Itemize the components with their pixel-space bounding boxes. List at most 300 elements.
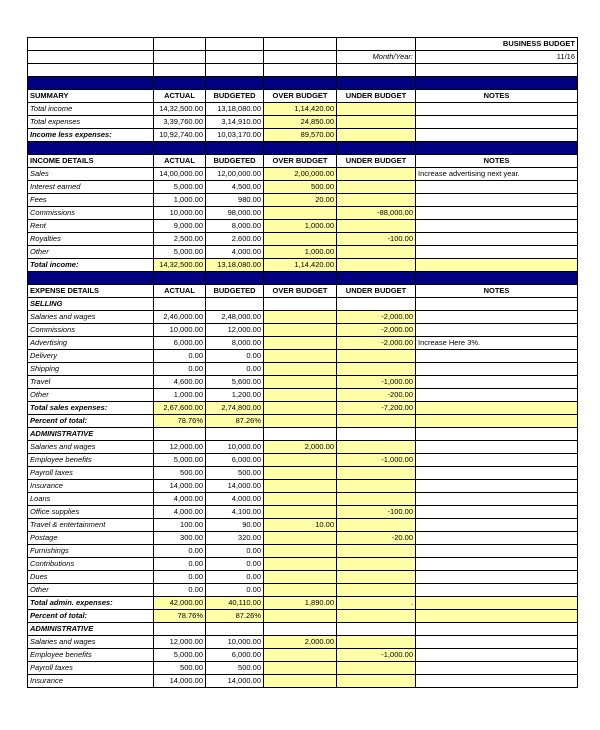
row-label[interactable]: Travel	[28, 376, 154, 389]
document-title[interactable]: BUSINESS BUDGET	[416, 38, 578, 51]
row-label[interactable]: Interest earned	[28, 181, 154, 194]
row-label[interactable]: Payroll taxes	[28, 467, 154, 480]
empty-cell[interactable]	[264, 415, 337, 428]
empty-cell[interactable]	[337, 415, 416, 428]
empty-cell[interactable]	[416, 623, 578, 636]
note-cell[interactable]	[416, 480, 578, 493]
column-header-under-budget[interactable]: UNDER BUDGET	[337, 90, 416, 103]
column-header-budgeted[interactable]: BUDGETED	[206, 285, 264, 298]
row-label[interactable]: Fees	[28, 194, 154, 207]
under-budget-value[interactable]	[337, 363, 416, 376]
note-cell[interactable]	[416, 402, 578, 415]
actual-value[interactable]: 300.00	[154, 532, 206, 545]
over-budget-value[interactable]	[264, 363, 337, 376]
band-cell[interactable]	[206, 77, 264, 90]
section-label[interactable]: EXPENSE DETAILS	[28, 285, 154, 298]
under-budget-value[interactable]	[337, 129, 416, 142]
row-label[interactable]: Office supplies	[28, 506, 154, 519]
band-cell[interactable]	[28, 272, 154, 285]
empty-cell[interactable]	[337, 64, 416, 77]
actual-percent[interactable]: 78.76%	[154, 610, 206, 623]
month-year-label[interactable]: Month/Year:	[337, 51, 416, 64]
empty-cell[interactable]	[206, 51, 264, 64]
row-label[interactable]: Percent of total:	[28, 415, 154, 428]
under-budget-value[interactable]	[337, 194, 416, 207]
budgeted-value[interactable]: 0.00	[206, 350, 264, 363]
over-budget-value[interactable]: 1,000.00	[264, 220, 337, 233]
empty-cell[interactable]	[206, 64, 264, 77]
row-label[interactable]: Salaries and wages	[28, 441, 154, 454]
note-cell[interactable]	[416, 532, 578, 545]
budgeted-value[interactable]: 0.00	[206, 363, 264, 376]
under-budget-value[interactable]	[337, 168, 416, 181]
note-cell[interactable]	[416, 233, 578, 246]
budgeted-value[interactable]: 13,18,080.00	[206, 259, 264, 272]
subsection-label[interactable]: ADMINISTRATIVE	[28, 428, 154, 441]
empty-cell[interactable]	[206, 428, 264, 441]
row-label[interactable]: Travel & entertainment	[28, 519, 154, 532]
over-budget-value[interactable]: 89,570.00	[264, 129, 337, 142]
actual-value[interactable]: 10,000.00	[154, 324, 206, 337]
note-cell[interactable]	[416, 389, 578, 402]
budgeted-value[interactable]: 3,14,910.00	[206, 116, 264, 129]
under-budget-value[interactable]	[337, 571, 416, 584]
budgeted-value[interactable]: 8,000.00	[206, 220, 264, 233]
actual-value[interactable]: 0.00	[154, 584, 206, 597]
note-cell[interactable]	[416, 324, 578, 337]
band-cell[interactable]	[337, 272, 416, 285]
note-cell[interactable]	[416, 207, 578, 220]
under-budget-value[interactable]: -7,200.00	[337, 402, 416, 415]
under-budget-value[interactable]: -100.00	[337, 506, 416, 519]
row-label[interactable]: Percent of total:	[28, 610, 154, 623]
column-header-notes[interactable]: NOTES	[416, 155, 578, 168]
under-budget-value[interactable]: -2,000.00	[337, 337, 416, 350]
row-label[interactable]: Salaries and wages	[28, 311, 154, 324]
empty-cell[interactable]	[154, 51, 206, 64]
row-label[interactable]: Other	[28, 389, 154, 402]
actual-value[interactable]: 500.00	[154, 467, 206, 480]
column-header-budgeted[interactable]: BUDGETED	[206, 155, 264, 168]
row-label[interactable]: Advertising	[28, 337, 154, 350]
under-budget-value[interactable]	[337, 545, 416, 558]
actual-value[interactable]: 14,000.00	[154, 480, 206, 493]
empty-cell[interactable]	[206, 623, 264, 636]
budgeted-value[interactable]: 4,000.00	[206, 246, 264, 259]
column-header-under-budget[interactable]: UNDER BUDGET	[337, 285, 416, 298]
section-label[interactable]: INCOME DETAILS	[28, 155, 154, 168]
row-label[interactable]: Employee benefits	[28, 454, 154, 467]
under-budget-value[interactable]: -100.00	[337, 233, 416, 246]
actual-value[interactable]: 1,000.00	[154, 194, 206, 207]
row-label[interactable]: Loans	[28, 493, 154, 506]
budgeted-value[interactable]: 0.00	[206, 558, 264, 571]
under-budget-value[interactable]	[337, 220, 416, 233]
note-cell[interactable]	[416, 636, 578, 649]
empty-cell[interactable]	[416, 298, 578, 311]
row-label[interactable]: Delivery	[28, 350, 154, 363]
note-cell[interactable]	[416, 454, 578, 467]
under-budget-value[interactable]	[337, 259, 416, 272]
column-header-under-budget[interactable]: UNDER BUDGET	[337, 155, 416, 168]
budgeted-percent[interactable]: 87.26%	[206, 415, 264, 428]
actual-value[interactable]: 2,67,600.00	[154, 402, 206, 415]
actual-value[interactable]: 14,000.00	[154, 675, 206, 688]
budgeted-value[interactable]: 500.00	[206, 662, 264, 675]
budgeted-value[interactable]: 12,000.00	[206, 324, 264, 337]
column-header-notes[interactable]: NOTES	[416, 285, 578, 298]
budgeted-value[interactable]: 10,03,170.00	[206, 129, 264, 142]
budgeted-value[interactable]: 10,000.00	[206, 441, 264, 454]
budgeted-value[interactable]: 10,000.00	[206, 636, 264, 649]
band-cell[interactable]	[206, 142, 264, 155]
over-budget-value[interactable]	[264, 402, 337, 415]
over-budget-value[interactable]	[264, 376, 337, 389]
actual-value[interactable]: 100.00	[154, 519, 206, 532]
empty-cell[interactable]	[264, 610, 337, 623]
row-label[interactable]: Other	[28, 584, 154, 597]
budgeted-value[interactable]: 4,100.00	[206, 506, 264, 519]
empty-cell[interactable]	[154, 428, 206, 441]
over-budget-value[interactable]	[264, 493, 337, 506]
actual-value[interactable]: 6,000.00	[154, 337, 206, 350]
actual-value[interactable]: 0.00	[154, 558, 206, 571]
actual-value[interactable]: 14,32,500.00	[154, 103, 206, 116]
under-budget-value[interactable]: -2,000.00	[337, 324, 416, 337]
row-label[interactable]: Dues	[28, 571, 154, 584]
column-header-actual[interactable]: ACTUAL	[154, 90, 206, 103]
row-label[interactable]: Commissions	[28, 207, 154, 220]
subsection-label[interactable]: ADMINISTRATIVE	[28, 623, 154, 636]
column-header-over-budget[interactable]: OVER BUDGET	[264, 90, 337, 103]
note-cell[interactable]	[416, 376, 578, 389]
empty-cell[interactable]	[264, 298, 337, 311]
row-label[interactable]: Royalties	[28, 233, 154, 246]
note-cell[interactable]	[416, 129, 578, 142]
over-budget-value[interactable]	[264, 207, 337, 220]
empty-cell[interactable]	[28, 38, 154, 51]
note-cell[interactable]	[416, 363, 578, 376]
under-budget-value[interactable]	[337, 558, 416, 571]
under-budget-value[interactable]	[337, 467, 416, 480]
empty-cell[interactable]	[206, 38, 264, 51]
under-budget-value[interactable]	[337, 636, 416, 649]
over-budget-value[interactable]	[264, 337, 337, 350]
actual-value[interactable]: 12,000.00	[154, 636, 206, 649]
over-budget-value[interactable]	[264, 506, 337, 519]
actual-value[interactable]: 42,000.00	[154, 597, 206, 610]
band-cell[interactable]	[154, 142, 206, 155]
row-label[interactable]: Income less expenses:	[28, 129, 154, 142]
over-budget-value[interactable]	[264, 233, 337, 246]
band-cell[interactable]	[416, 272, 578, 285]
under-budget-value[interactable]	[337, 441, 416, 454]
budgeted-percent[interactable]: 87.26%	[206, 610, 264, 623]
band-cell[interactable]	[264, 272, 337, 285]
note-cell[interactable]	[416, 259, 578, 272]
under-budget-value[interactable]: -200.00	[337, 389, 416, 402]
actual-value[interactable]: 12,000.00	[154, 441, 206, 454]
budgeted-value[interactable]: 12,00,000.00	[206, 168, 264, 181]
column-header-over-budget[interactable]: OVER BUDGET	[264, 285, 337, 298]
actual-value[interactable]: 10,000.00	[154, 207, 206, 220]
note-cell[interactable]	[416, 246, 578, 259]
column-header-notes[interactable]: NOTES	[416, 90, 578, 103]
budgeted-value[interactable]: 5,600.00	[206, 376, 264, 389]
band-cell[interactable]	[28, 77, 154, 90]
empty-cell[interactable]	[154, 64, 206, 77]
budgeted-value[interactable]: 90.00	[206, 519, 264, 532]
column-header-actual[interactable]: ACTUAL	[154, 285, 206, 298]
empty-cell[interactable]	[416, 610, 578, 623]
over-budget-value[interactable]	[264, 649, 337, 662]
note-cell[interactable]	[416, 519, 578, 532]
column-header-actual[interactable]: ACTUAL	[154, 155, 206, 168]
empty-cell[interactable]	[28, 51, 154, 64]
under-budget-value[interactable]	[337, 246, 416, 259]
empty-cell[interactable]	[337, 623, 416, 636]
empty-cell[interactable]	[264, 64, 337, 77]
row-label[interactable]: Salaries and wages	[28, 636, 154, 649]
row-label[interactable]: Shipping	[28, 363, 154, 376]
row-label[interactable]: Furnishings	[28, 545, 154, 558]
over-budget-value[interactable]: 24,850.00	[264, 116, 337, 129]
budgeted-value[interactable]: 4,500.00	[206, 181, 264, 194]
budgeted-value[interactable]: 0.00	[206, 571, 264, 584]
over-budget-value[interactable]: 2,00,000.00	[264, 168, 337, 181]
budgeted-value[interactable]: 40,110.00	[206, 597, 264, 610]
budgeted-value[interactable]: 980.00	[206, 194, 264, 207]
over-budget-value[interactable]	[264, 324, 337, 337]
budgeted-value[interactable]: 14,000.00	[206, 675, 264, 688]
budgeted-value[interactable]: 2,600.00	[206, 233, 264, 246]
empty-cell[interactable]	[264, 428, 337, 441]
actual-value[interactable]: 0.00	[154, 545, 206, 558]
under-budget-value[interactable]: -1,000.00	[337, 454, 416, 467]
under-budget-value[interactable]: -2,000.00	[337, 311, 416, 324]
row-label[interactable]: Postage	[28, 532, 154, 545]
budgeted-value[interactable]: 6,000.00	[206, 649, 264, 662]
budgeted-value[interactable]: 98,000.00	[206, 207, 264, 220]
note-cell[interactable]	[416, 467, 578, 480]
note-cell[interactable]	[416, 545, 578, 558]
over-budget-value[interactable]	[264, 545, 337, 558]
actual-value[interactable]: 9,000.00	[154, 220, 206, 233]
over-budget-value[interactable]	[264, 480, 337, 493]
budgeted-value[interactable]: 0.00	[206, 584, 264, 597]
empty-cell[interactable]	[154, 623, 206, 636]
row-label[interactable]: Total income	[28, 103, 154, 116]
row-label[interactable]: Total sales expenses:	[28, 402, 154, 415]
row-label[interactable]: Employee benefits	[28, 649, 154, 662]
band-cell[interactable]	[416, 142, 578, 155]
under-budget-value[interactable]: -1,000.00	[337, 649, 416, 662]
empty-cell[interactable]	[264, 623, 337, 636]
actual-value[interactable]: 14,00,000.00	[154, 168, 206, 181]
empty-cell[interactable]	[264, 51, 337, 64]
note-cell[interactable]	[416, 571, 578, 584]
band-cell[interactable]	[206, 272, 264, 285]
actual-value[interactable]: 14,32,500.00	[154, 259, 206, 272]
actual-value[interactable]: 4,600.00	[154, 376, 206, 389]
under-budget-value[interactable]	[337, 519, 416, 532]
note-cell[interactable]	[416, 662, 578, 675]
budgeted-value[interactable]: 4,000.00	[206, 493, 264, 506]
budgeted-value[interactable]: 320.00	[206, 532, 264, 545]
empty-cell[interactable]	[264, 38, 337, 51]
over-budget-value[interactable]: 10.00	[264, 519, 337, 532]
note-cell[interactable]	[416, 558, 578, 571]
row-label[interactable]: Sales	[28, 168, 154, 181]
over-budget-value[interactable]: 2,000.00	[264, 441, 337, 454]
over-budget-value[interactable]	[264, 467, 337, 480]
empty-cell[interactable]	[337, 298, 416, 311]
band-cell[interactable]	[337, 142, 416, 155]
under-budget-value[interactable]	[337, 116, 416, 129]
note-cell[interactable]	[416, 103, 578, 116]
actual-value[interactable]: 4,000.00	[154, 506, 206, 519]
actual-value[interactable]: 2,500.00	[154, 233, 206, 246]
band-cell[interactable]	[154, 272, 206, 285]
over-budget-value[interactable]: 20.00	[264, 194, 337, 207]
empty-cell[interactable]	[154, 38, 206, 51]
over-budget-value[interactable]	[264, 558, 337, 571]
row-label[interactable]: Contributions	[28, 558, 154, 571]
actual-value[interactable]: 4,000.00	[154, 493, 206, 506]
under-budget-value[interactable]	[337, 662, 416, 675]
budgeted-value[interactable]: 6,000.00	[206, 454, 264, 467]
band-cell[interactable]	[154, 77, 206, 90]
actual-value[interactable]: 500.00	[154, 662, 206, 675]
section-label[interactable]: SUMMARY	[28, 90, 154, 103]
note-cell[interactable]: Increase advertising next year.	[416, 168, 578, 181]
row-label[interactable]: Total admin. expenses:	[28, 597, 154, 610]
over-budget-value[interactable]: 1,890.00	[264, 597, 337, 610]
budgeted-value[interactable]: 13,18,080.00	[206, 103, 264, 116]
actual-value[interactable]: 3,39,760.00	[154, 116, 206, 129]
note-cell[interactable]	[416, 584, 578, 597]
empty-cell[interactable]	[416, 64, 578, 77]
band-cell[interactable]	[264, 77, 337, 90]
under-budget-value[interactable]: .	[337, 597, 416, 610]
row-label[interactable]: Rent	[28, 220, 154, 233]
over-budget-value[interactable]	[264, 350, 337, 363]
budgeted-value[interactable]: 500.00	[206, 467, 264, 480]
under-budget-value[interactable]	[337, 493, 416, 506]
over-budget-value[interactable]	[264, 584, 337, 597]
band-cell[interactable]	[264, 142, 337, 155]
actual-value[interactable]: 2,46,000.00	[154, 311, 206, 324]
budgeted-value[interactable]: 0.00	[206, 545, 264, 558]
under-budget-value[interactable]	[337, 350, 416, 363]
row-label[interactable]: Total expenses	[28, 116, 154, 129]
row-label[interactable]: Commissions	[28, 324, 154, 337]
empty-cell[interactable]	[416, 415, 578, 428]
under-budget-value[interactable]	[337, 584, 416, 597]
note-cell[interactable]	[416, 350, 578, 363]
over-budget-value[interactable]: 1,14,420.00	[264, 259, 337, 272]
empty-cell[interactable]	[337, 38, 416, 51]
band-cell[interactable]	[416, 77, 578, 90]
note-cell[interactable]	[416, 220, 578, 233]
over-budget-value[interactable]: 1,000.00	[264, 246, 337, 259]
over-budget-value[interactable]	[264, 389, 337, 402]
empty-cell[interactable]	[154, 298, 206, 311]
actual-value[interactable]: 5,000.00	[154, 246, 206, 259]
note-cell[interactable]	[416, 181, 578, 194]
empty-cell[interactable]	[416, 428, 578, 441]
budgeted-value[interactable]: 1,200.00	[206, 389, 264, 402]
over-budget-value[interactable]	[264, 662, 337, 675]
budgeted-value[interactable]: 14,000.00	[206, 480, 264, 493]
actual-value[interactable]: 0.00	[154, 571, 206, 584]
budgeted-value[interactable]: 8,000.00	[206, 337, 264, 350]
over-budget-value[interactable]	[264, 454, 337, 467]
budgeted-value[interactable]: 2,48,000.00	[206, 311, 264, 324]
over-budget-value[interactable]: 1,14,420.00	[264, 103, 337, 116]
row-label[interactable]: Total income:	[28, 259, 154, 272]
note-cell[interactable]	[416, 311, 578, 324]
band-cell[interactable]	[28, 142, 154, 155]
actual-value[interactable]: 5,000.00	[154, 649, 206, 662]
budgeted-value[interactable]: 2,74,800.00	[206, 402, 264, 415]
note-cell[interactable]	[416, 597, 578, 610]
month-year-value[interactable]: 11/16	[416, 51, 578, 64]
empty-cell[interactable]	[206, 298, 264, 311]
note-cell[interactable]	[416, 116, 578, 129]
note-cell[interactable]	[416, 493, 578, 506]
over-budget-value[interactable]: 500.00	[264, 181, 337, 194]
under-budget-value[interactable]	[337, 675, 416, 688]
under-budget-value[interactable]	[337, 103, 416, 116]
actual-value[interactable]: 5,000.00	[154, 454, 206, 467]
column-header-over-budget[interactable]: OVER BUDGET	[264, 155, 337, 168]
band-cell[interactable]	[337, 77, 416, 90]
row-label[interactable]: Insurance	[28, 675, 154, 688]
note-cell[interactable]	[416, 675, 578, 688]
under-budget-value[interactable]: -20.00	[337, 532, 416, 545]
empty-cell[interactable]	[337, 610, 416, 623]
actual-value[interactable]: 5,000.00	[154, 181, 206, 194]
note-cell[interactable]	[416, 649, 578, 662]
over-budget-value[interactable]	[264, 571, 337, 584]
note-cell[interactable]	[416, 194, 578, 207]
row-label[interactable]: Payroll taxes	[28, 662, 154, 675]
empty-cell[interactable]	[28, 64, 154, 77]
actual-value[interactable]: 10,92,740.00	[154, 129, 206, 142]
under-budget-value[interactable]: -1,000.00	[337, 376, 416, 389]
actual-value[interactable]: 0.00	[154, 350, 206, 363]
under-budget-value[interactable]	[337, 480, 416, 493]
under-budget-value[interactable]	[337, 181, 416, 194]
over-budget-value[interactable]	[264, 675, 337, 688]
column-header-budgeted[interactable]: BUDGETED	[206, 90, 264, 103]
over-budget-value[interactable]	[264, 532, 337, 545]
actual-value[interactable]: 0.00	[154, 363, 206, 376]
empty-cell[interactable]	[337, 428, 416, 441]
subsection-label[interactable]: SELLING	[28, 298, 154, 311]
actual-value[interactable]: 1,000.00	[154, 389, 206, 402]
over-budget-value[interactable]: 2,000.00	[264, 636, 337, 649]
row-label[interactable]: Other	[28, 246, 154, 259]
row-label[interactable]: Insurance	[28, 480, 154, 493]
note-cell[interactable]	[416, 506, 578, 519]
over-budget-value[interactable]	[264, 311, 337, 324]
actual-percent[interactable]: 78.76%	[154, 415, 206, 428]
note-cell[interactable]: Increase Here 3%.	[416, 337, 578, 350]
note-cell[interactable]	[416, 441, 578, 454]
under-budget-value[interactable]: -88,000.00	[337, 207, 416, 220]
